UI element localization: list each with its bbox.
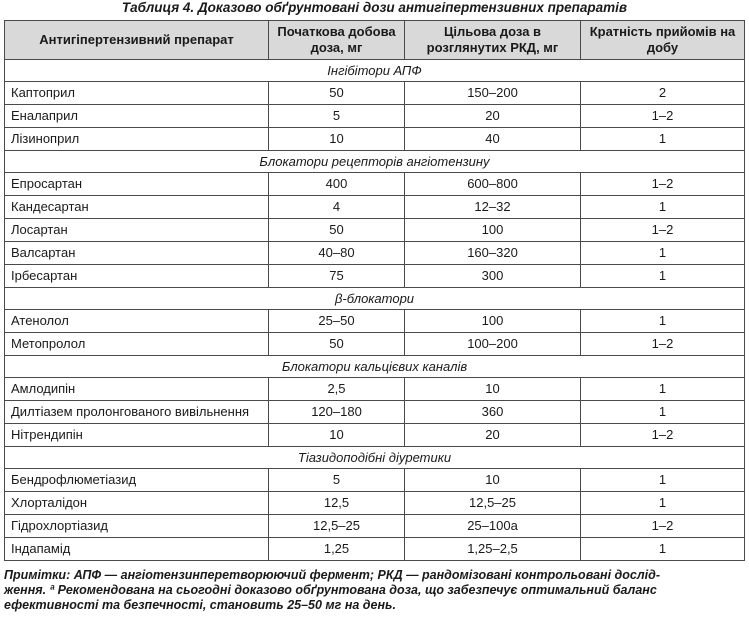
table-row	[5, 401, 745, 424]
group-row	[5, 60, 745, 82]
frequency-cell: 1	[581, 310, 745, 333]
target-dose-cell: 100–200	[405, 333, 581, 356]
target-dose-cell: 10	[405, 378, 581, 401]
drug-name-cell: Амлодипін	[5, 378, 269, 401]
notes-line-2: ження. ª Рекомендована на сьогодні доказово обґрунтована доза, що забезпечує оптимальний баланс	[4, 583, 657, 597]
frequency-cell: 1–2	[581, 424, 745, 447]
drug-name-cell: Каптоприл	[5, 82, 269, 105]
frequency-cell: 1	[581, 492, 745, 515]
table-caption: Таблиця 4. Доказово обґрунтовані дози антигіпертензивних препаратів	[121, 0, 628, 15]
group-title: β-блокатори	[5, 288, 745, 310]
drug-name-cell: Лосартан	[5, 219, 269, 242]
start-dose-cell: 10	[269, 424, 405, 447]
target-dose-cell: 12–32	[405, 196, 581, 219]
table-row	[5, 378, 745, 401]
frequency-cell: 1	[581, 538, 745, 561]
frequency-cell: 1	[581, 378, 745, 401]
target-dose-cell: 10	[405, 469, 581, 492]
header-row	[5, 21, 745, 60]
start-dose-cell: 12,5	[269, 492, 405, 515]
target-dose-cell: 600–800	[405, 173, 581, 196]
header-start-dose: Початкова добова доза, мг	[269, 21, 405, 60]
target-dose-cell: 360	[405, 401, 581, 424]
frequency-cell: 1	[581, 128, 745, 151]
start-dose-cell: 5	[269, 105, 405, 128]
table-notes	[4, 568, 744, 613]
table-row	[5, 538, 745, 561]
target-dose-cell: 40	[405, 128, 581, 151]
table-row	[5, 173, 745, 196]
frequency-cell: 1	[581, 242, 745, 265]
start-dose-cell: 4	[269, 196, 405, 219]
table-row	[5, 424, 745, 447]
drug-name-cell: Еналаприл	[5, 105, 269, 128]
start-dose-cell: 1,25	[269, 538, 405, 561]
table-row	[5, 515, 745, 538]
drug-name-cell: Кандесартан	[5, 196, 269, 219]
start-dose-cell: 12,5–25	[269, 515, 405, 538]
start-dose-cell: 40–80	[269, 242, 405, 265]
table-row	[5, 310, 745, 333]
start-dose-cell: 120–180	[269, 401, 405, 424]
dose-table	[4, 20, 745, 561]
drug-name-cell: Бендрофлюметіазид	[5, 469, 269, 492]
target-dose-cell: 20	[405, 105, 581, 128]
table-row	[5, 219, 745, 242]
drug-name-cell: Епросартан	[5, 173, 269, 196]
table-row	[5, 333, 745, 356]
header-drug: Антигіпертензивний препарат	[5, 21, 269, 60]
drug-name-cell: Ірбесартан	[5, 265, 269, 288]
frequency-cell: 1–2	[581, 515, 745, 538]
frequency-cell: 1–2	[581, 219, 745, 242]
start-dose-cell: 2,5	[269, 378, 405, 401]
start-dose-cell: 400	[269, 173, 405, 196]
start-dose-cell: 50	[269, 219, 405, 242]
drug-name-cell: Гідрохлортіазид	[5, 515, 269, 538]
frequency-cell: 1–2	[581, 333, 745, 356]
table-row	[5, 469, 745, 492]
target-dose-cell: 100	[405, 310, 581, 333]
start-dose-cell: 75	[269, 265, 405, 288]
table-body	[5, 60, 745, 561]
target-dose-cell: 300	[405, 265, 581, 288]
table-row	[5, 242, 745, 265]
target-dose-cell: 12,5–25	[405, 492, 581, 515]
target-dose-cell: 20	[405, 424, 581, 447]
drug-name-cell: Лізиноприл	[5, 128, 269, 151]
header-frequency: Кратність прийомів на добу	[581, 21, 745, 60]
target-dose-cell: 25–100a	[405, 515, 581, 538]
frequency-cell: 1	[581, 196, 745, 219]
start-dose-cell: 25–50	[269, 310, 405, 333]
notes-line-1: Примітки: АПФ — ангіотензинперетворюючий фермент; РКД — рандомізовані контрольовані дослід-	[4, 568, 660, 582]
notes-line-3: ефективності та безпечності, становить 25–50 мг на день.	[4, 598, 396, 612]
group-row	[5, 356, 745, 378]
table-row	[5, 492, 745, 515]
table-row	[5, 82, 745, 105]
drug-name-cell: Валсартан	[5, 242, 269, 265]
target-dose-cell: 160–320	[405, 242, 581, 265]
group-row	[5, 447, 745, 469]
frequency-cell: 1	[581, 469, 745, 492]
frequency-cell: 1	[581, 401, 745, 424]
group-title: Блокатори рецепторів ангіотензину	[5, 151, 745, 173]
drug-name-cell: Нітрендипін	[5, 424, 269, 447]
table-row	[5, 128, 745, 151]
drug-name-cell: Атенолол	[5, 310, 269, 333]
drug-name-cell: Метопролол	[5, 333, 269, 356]
table-row	[5, 196, 745, 219]
start-dose-cell: 5	[269, 469, 405, 492]
target-dose-cell: 150–200	[405, 82, 581, 105]
group-title: Блокатори кальцієвих каналів	[5, 356, 745, 378]
group-title: Інгібітори АПФ	[5, 60, 745, 82]
drug-name-cell: Хлорталідон	[5, 492, 269, 515]
start-dose-cell: 10	[269, 128, 405, 151]
table-row	[5, 105, 745, 128]
frequency-cell: 1–2	[581, 173, 745, 196]
group-row	[5, 151, 745, 173]
start-dose-cell: 50	[269, 82, 405, 105]
table-row	[5, 265, 745, 288]
frequency-cell: 1–2	[581, 105, 745, 128]
target-dose-cell: 1,25–2,5	[405, 538, 581, 561]
group-title: Тіазидоподібні діуретики	[5, 447, 745, 469]
frequency-cell: 2	[581, 82, 745, 105]
drug-name-cell: Дилтіазем пролонгованого вивільнення	[5, 401, 269, 424]
group-row	[5, 288, 745, 310]
drug-name-cell: Індапамід	[5, 538, 269, 561]
target-dose-cell: 100	[405, 219, 581, 242]
header-target-dose: Цільова доза в розглянутих РКД, мг	[405, 21, 581, 60]
start-dose-cell: 50	[269, 333, 405, 356]
frequency-cell: 1	[581, 265, 745, 288]
